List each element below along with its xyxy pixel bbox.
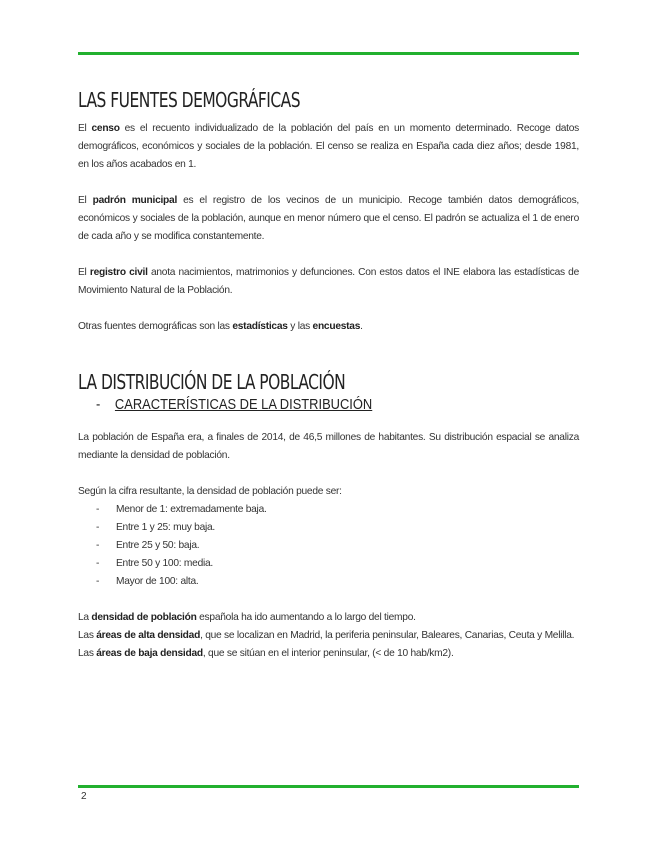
term-censo: censo xyxy=(91,123,120,134)
list-item: - Menor de 1: extremadamente baja. xyxy=(96,501,579,519)
list-item: - Mayor de 100: alta. xyxy=(96,573,579,591)
header-rule xyxy=(78,52,579,55)
footer-rule xyxy=(78,785,579,788)
paragraph-poblacion: La población de España era, a finales de 2014, de 46,5 millones de habitantes. Su distribución espacial se analiza mediante la densidad de población. xyxy=(78,432,579,461)
line-densidad: La densidad de población española ha ido aumentando a lo largo del tiempo. xyxy=(78,612,416,623)
term-padron: padrón municipal xyxy=(92,195,178,206)
paragraph-padron: El padrón municipal es el registro de los vecinos de un municipio. Recoge también datos demográficos, económicos y sociales de la población, aunque en menor número que el censo. El padrón se actualiza el 1 de enero de cada año y se modifica constantemente. xyxy=(78,195,579,242)
term-encuestas: encuestas xyxy=(312,321,361,332)
page-number: 2 xyxy=(81,791,87,802)
line-baja-densidad: Las áreas de baja densidad, que se sitúan en el interior peninsular, (< de 10 hab/km2). xyxy=(78,648,454,659)
section-title-distribucion: LA DISTRIBUCIÓN DE LA POBLACIÓN xyxy=(78,370,346,394)
list-item: - Entre 1 y 25: muy baja. xyxy=(96,519,579,537)
list-item: - Entre 25 y 50: baja. xyxy=(96,537,579,555)
term-estadisticas: estadísticas xyxy=(232,321,288,332)
paragraph-otras-fuentes: Otras fuentes demográficas son las estadísticas y las encuestas. xyxy=(78,321,363,332)
page-content xyxy=(78,88,579,663)
subsection-title: - CARACTERÍSTICAS DE LA DISTRIBUCIÓN xyxy=(96,396,373,413)
term-registro: registro civil xyxy=(89,267,148,278)
section-title-fuentes: LAS FUENTES DEMOGRÁFICAS xyxy=(78,88,301,112)
term-baja-densidad: áreas de baja densidad xyxy=(96,648,203,659)
term-alta-densidad: áreas de alta densidad xyxy=(96,630,201,641)
list-item: - Entre 50 y 100: media. xyxy=(96,555,579,573)
paragraph-censo: El censo es el recuento individualizado de la población del país en un momento determinado. Recoge datos demográficos, económicos y sociales de la población. El censo se realiza en España cada diez años; desde 1981, en los años acabados en 1. xyxy=(78,123,579,170)
paragraph-cifra: Según la cifra resultante, la densidad de población puede ser: xyxy=(78,486,342,497)
term-densidad: densidad de población xyxy=(91,612,197,623)
line-alta-densidad: Las áreas de alta densidad, que se localizan en Madrid, la periferia peninsular, Baleares, Canarias, Ceuta y Melilla. xyxy=(78,630,575,641)
paragraph-registro: El registro civil anota nacimientos, matrimonios y defunciones. Con estos datos el INE elabora las estadísticas de Movimiento Natural de la Población. xyxy=(78,267,579,296)
density-list xyxy=(78,501,579,591)
